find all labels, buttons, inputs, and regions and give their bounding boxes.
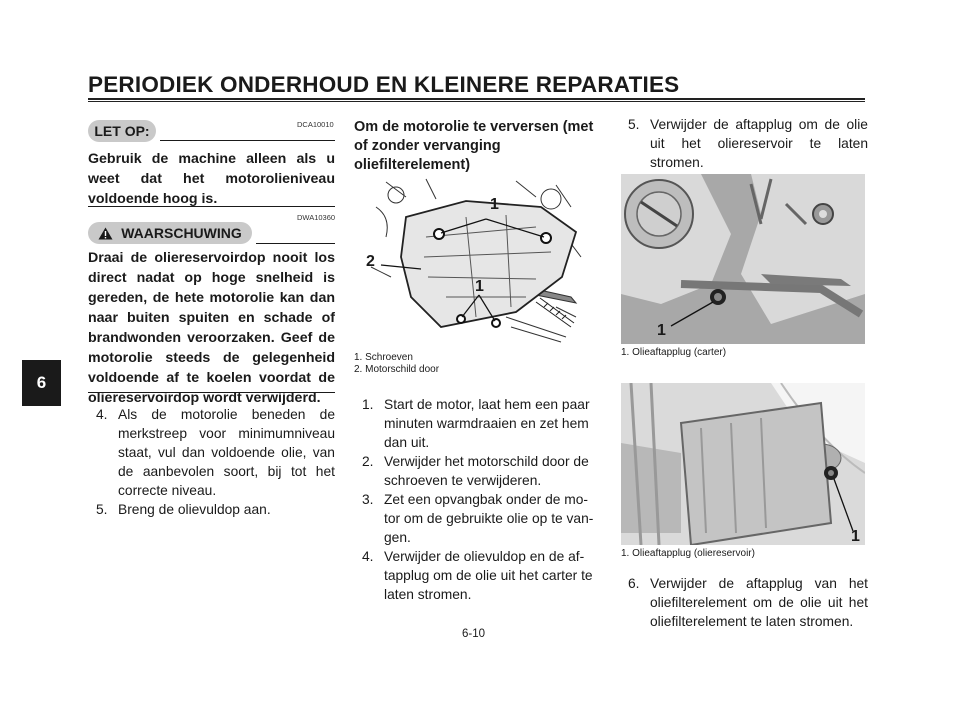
step-text: Verwijder de olievuldop en de af-tapplug om de olie uit het carter te laten stromen. (384, 549, 593, 602)
reservoir-drain-illustration (621, 383, 865, 545)
list-item (96, 405, 335, 500)
notice-code: DCA10010 (297, 120, 334, 129)
reservoir-drain-photo (621, 383, 865, 545)
warning-label: WAARSCHUWING (121, 225, 242, 241)
right-step-6 (628, 574, 868, 631)
middle-steps (362, 395, 602, 604)
step-number: 1. (362, 397, 374, 412)
warning-end-rule (88, 392, 335, 393)
figure-caption: 1. Olieaftapplug (oliereservoir) (621, 548, 755, 559)
list-item (362, 490, 602, 547)
warning-triangle-icon (98, 227, 113, 240)
list-item (362, 547, 602, 604)
figure-caption: 1. Olieaftapplug (carter) (621, 347, 727, 358)
step-text: Verwijder het motorschild door de schroeven te verwijderen. (384, 454, 589, 488)
right-step-5 (628, 115, 868, 172)
step-number: 3. (362, 492, 374, 507)
notice-label: LET OP: (94, 123, 150, 139)
step-number: 5. (628, 117, 640, 132)
figure-caption: 1. Schroeven (354, 352, 413, 363)
engine-shield-figure (366, 177, 586, 347)
carter-drain-illustration (621, 174, 865, 344)
figure-callout: 2 (366, 253, 375, 270)
step-text: Verwijder de aftapplug om de olie uit het oliereservoir te laten stromen. (650, 117, 868, 170)
warning-text: Draai de oliereservoirdop nooit los direct nadat op hoge snelheid is gereden, de hete motorolie kan dan naar buiten spuiten en schade of brandwonden veroorzaken. Geef de motorolie steeds de gelegenheid voldoende af te koelen voordat de oliereservoirdop wordt verwijderd. (88, 250, 335, 406)
page-title: PERIODIEK ONDERHOUD EN KLEINERE REPARATIES (88, 72, 680, 97)
chapter-tab (22, 360, 61, 406)
carter-drain-photo (621, 174, 865, 344)
figure-callout: 1 (657, 322, 666, 339)
step-text: Verwijder de aftapplug van het oliefilterelement om de olie uit het oliefilterelement te laten stromen. (650, 576, 868, 629)
warning-badge (88, 222, 252, 244)
warning-code: DWA10360 (297, 213, 336, 222)
page-number: 6-10 (462, 628, 486, 640)
list-item (96, 500, 335, 519)
title-rule (88, 98, 865, 102)
step-number: 6. (628, 576, 640, 591)
section-heading: Om de motorolie te verversen (met of zonder vervanging oliefilterelement) (354, 119, 594, 173)
list-item (628, 115, 868, 172)
step-number: 5. (96, 502, 108, 517)
engine-shield-illustration (366, 177, 586, 347)
chapter-number: 6 (36, 373, 47, 392)
step-number: 2. (362, 454, 374, 469)
step-number: 4. (96, 407, 108, 422)
figure-callout: 1 (851, 528, 860, 545)
figure-callout: 1 (490, 196, 499, 213)
step-text: Zet een opvangbak onder de mo-tor om de gebruikte olie op te van-gen. (384, 492, 594, 545)
step-text: Als de motorolie beneden de merkstreep voor minimumniveau staat, vul dan voldoende olie, van de aanbevolen soort, bij tot het correcte niveau. (118, 407, 335, 498)
notice-end-rule (88, 206, 335, 207)
step-text: Breng de olievuldop aan. (118, 502, 271, 517)
left-steps (96, 405, 335, 519)
step-text: Start de motor, laat hem een paar minuten warmdraaien en zet hem dan uit. (384, 397, 590, 450)
notice-rule (160, 140, 335, 141)
list-item (362, 395, 602, 452)
notice-badge (88, 120, 156, 142)
warning-rule (256, 243, 335, 244)
step-number: 4. (362, 549, 374, 564)
figure-caption: 2. Motorschild door (354, 364, 440, 375)
list-item (628, 574, 868, 631)
figure-callout: 1 (475, 278, 484, 295)
notice-text: Gebruik de machine alleen als u weet dat het motorolieniveau voldoende hoog is. (88, 151, 335, 207)
list-item (362, 452, 602, 490)
